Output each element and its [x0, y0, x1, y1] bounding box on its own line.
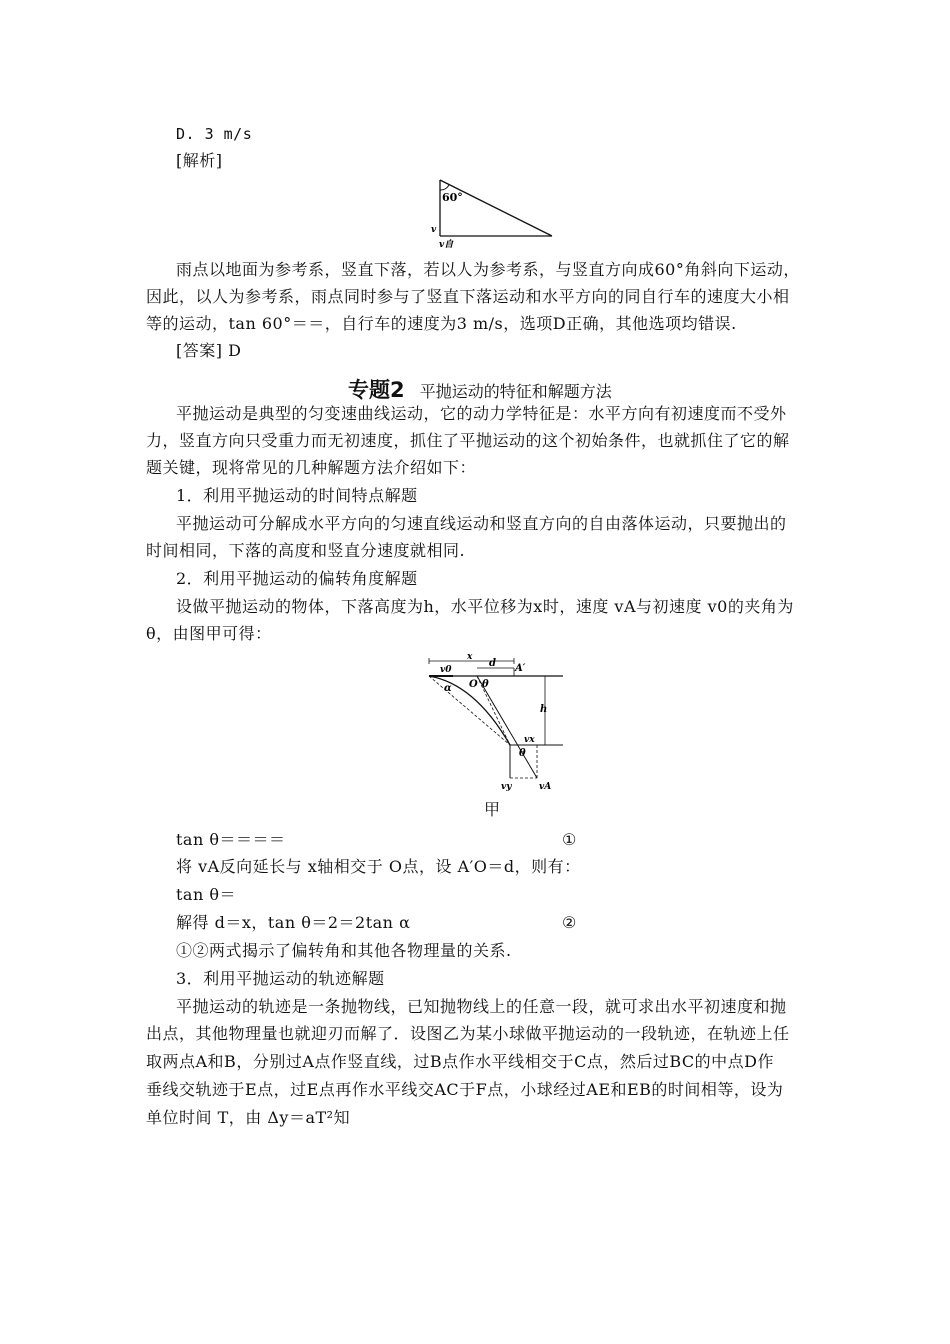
vy-label: vy	[501, 782, 512, 792]
para3-line2: 时间相同，下落的高度和竖直分速度就相同.	[146, 541, 466, 560]
theta-label-top: θ	[482, 679, 489, 690]
answer-line: [答案] D	[176, 341, 242, 360]
heading-1: 1．利用平抛运动的时间特点解题	[176, 486, 418, 505]
option-d: D. 3 m/s	[176, 125, 253, 143]
para4-line1: 设做平抛运动的物体，下落高度为h，水平位移为x时，速度 vA与初速度 v0的夹角为	[176, 597, 794, 616]
equation-4: 解得 d＝x，tan θ＝2＝2tan α	[176, 913, 411, 932]
heading-3: 3．利用平抛运动的轨迹解题	[176, 969, 385, 988]
triangle-figure	[420, 172, 560, 252]
o-label: O	[469, 679, 478, 690]
para5-line2: 出点，其他物理量也就迎刃而解了．设图乙为某小球做平抛运动的一段轨迹，在轨迹上任	[146, 1024, 790, 1043]
v-bike-label: v自	[439, 240, 454, 250]
alpha-label: α	[444, 683, 452, 694]
v-label: v	[431, 225, 437, 235]
equation-4-number: ②	[562, 913, 577, 932]
para2-line1: 平抛运动是典型的匀变速曲线运动，它的动力学特征是：水平方向有初速度而不受外	[176, 404, 787, 423]
para1-line3: 等的运动，tan 60°＝＝，自行车的速度为3 m/s，选项D正确，其他选项均错误.	[146, 314, 737, 333]
equation-2: 将 vA反向延长与 x轴相交于 O点，设 A′O＝d，则有：	[176, 857, 581, 876]
para5-line5: 单位时间 T，由 Δy＝aT²知	[146, 1108, 351, 1127]
d-label: d	[489, 658, 496, 669]
x-label: x	[467, 652, 473, 662]
projectile-figure	[415, 650, 565, 795]
para1-line1: 雨点以地面为参考系，竖直下落，若以人为参考系，与竖直方向成60°角斜向下运动，	[176, 260, 800, 279]
equation-3: tan θ＝	[176, 885, 236, 904]
figure-caption: 甲	[484, 800, 501, 819]
va-label: vA	[539, 782, 552, 792]
para1-line2: 因此，以人为参考系，雨点同时参与了竖直下落运动和水平方向的同自行车的速度大小相	[146, 287, 790, 306]
para5-line3: 取两点A和B，分别过A点作竖直线，过B点作水平线相交于C点，然后过BC的中点D作	[146, 1052, 774, 1071]
para5-line1: 平抛运动的轨迹是一条抛物线，已知抛物线上的任意一段，就可求出水平初速度和抛	[176, 997, 787, 1016]
heading-2: 2．利用平抛运动的偏转角度解题	[176, 569, 418, 588]
equation-1: tan θ＝＝＝＝	[176, 830, 286, 849]
h-label: h	[540, 704, 548, 715]
v0-label: v0	[440, 665, 452, 675]
topic-subtitle: 平抛运动的特征和解题方法	[419, 382, 612, 401]
para2-line2: 力，竖直方向只受重力而无初速度，抓住了平抛运动的这个初始条件，也就抓住了它的解	[146, 431, 790, 450]
theta-label-bottom: θ	[519, 748, 526, 759]
vx-label: vx	[524, 735, 535, 745]
para3-line1: 平抛运动可分解成水平方向的匀速直线运动和竖直方向的自由落体运动，只要抛出的	[176, 514, 787, 533]
topic-title: 专题2	[348, 378, 405, 402]
analysis-label: [解析]	[176, 151, 223, 170]
para2-line3: 题关键，现将常见的几种解题方法介绍如下：	[146, 458, 477, 477]
topic-heading	[348, 374, 612, 404]
para4-line2: θ，由图甲可得：	[146, 624, 272, 643]
equation-5: ①②两式揭示了偏转角和其他各物理量的关系.	[176, 941, 512, 960]
angle-label: 60°	[442, 191, 463, 204]
equation-1-number: ①	[562, 830, 577, 849]
para5-line4: 垂线交轨迹于E点，过E点再作水平线交AC于F点，小球经过AE和EB的时间相等，设为	[146, 1080, 784, 1099]
a-prime-label: A′	[515, 663, 526, 674]
